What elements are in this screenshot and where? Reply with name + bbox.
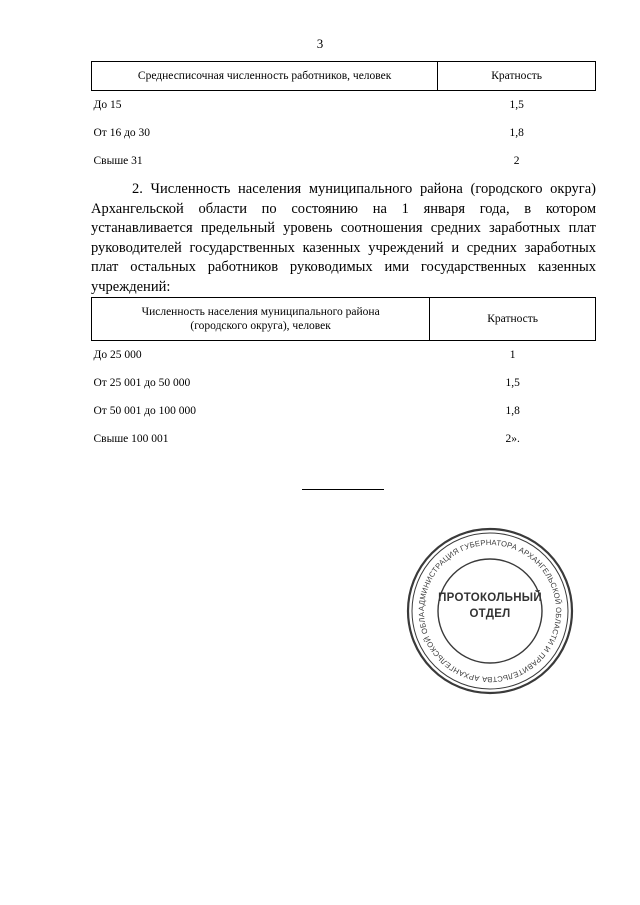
row-range: От 50 001 до 100 000 [93,405,197,417]
row-range: До 25 000 [93,349,142,361]
table-header-row [92,298,596,341]
header-staff-count: Среднесписочная численность работников, человек [92,62,438,91]
table-row [92,119,596,147]
header-population-line2: (городского округа), человек [190,320,331,332]
table-row [92,397,596,425]
row-range: От 25 001 до 50 000 [93,377,191,389]
header-ratio: Кратность [438,62,596,91]
table-row [92,147,596,175]
header-ratio: Кратность [430,298,596,341]
header-population-line1: Численность населения муниципального района [141,306,380,318]
row-ratio: 2 [513,155,520,167]
population-ratio-table [91,297,596,453]
row-range: Свыше 31 [93,155,143,167]
table-row [92,91,596,120]
official-stamp [405,526,575,696]
body-paragraph: 2. Численность населения муниципального района (городского округа) Архангельской области по состоянию на 1 января года, в котором устанавливается предельный уровень соотношения средних заработных плат руководителей государственных казенных учреждений и средних заработных плат остальных работников руководимых ими государственных казенных учреждений: [91,181,596,295]
table-row [92,369,596,397]
svg-text:АДМИНИСТРАЦИЯ ГУБЕРНАТОРА АРХА [405,526,563,684]
row-ratio: 1,5 [509,99,524,111]
row-ratio: 1 [509,349,516,361]
row-range: До 15 [93,99,122,111]
stamp-center-line1: ПРОТОКОЛЬНЫЙ [438,592,542,604]
row-range: Свыше 100 001 [93,433,169,445]
table-header-row [92,62,596,91]
stamp-center-line2: ОТДЕЛ [469,608,511,620]
row-ratio: 1,5 [505,377,520,389]
header-population [92,298,430,341]
stamp-ring-text: АДМИНИСТРАЦИЯ ГУБЕРНАТОРА АРХАНГЕЛЬСКОЙ ОБЛАСТИ И ПРАВИТЕЛЬСТВА АРХАНГЕЛЬСКОЙ ОБЛА [416,537,564,685]
end-separator-line [302,489,384,490]
row-range: От 16 до 30 [93,127,151,139]
page-number: 3 [316,36,324,51]
table-row [92,341,596,370]
row-ratio: 2». [505,433,520,445]
staff-ratio-table [91,61,596,175]
table-row [92,425,596,453]
row-ratio: 1,8 [509,127,524,139]
row-ratio: 1,8 [505,405,520,417]
